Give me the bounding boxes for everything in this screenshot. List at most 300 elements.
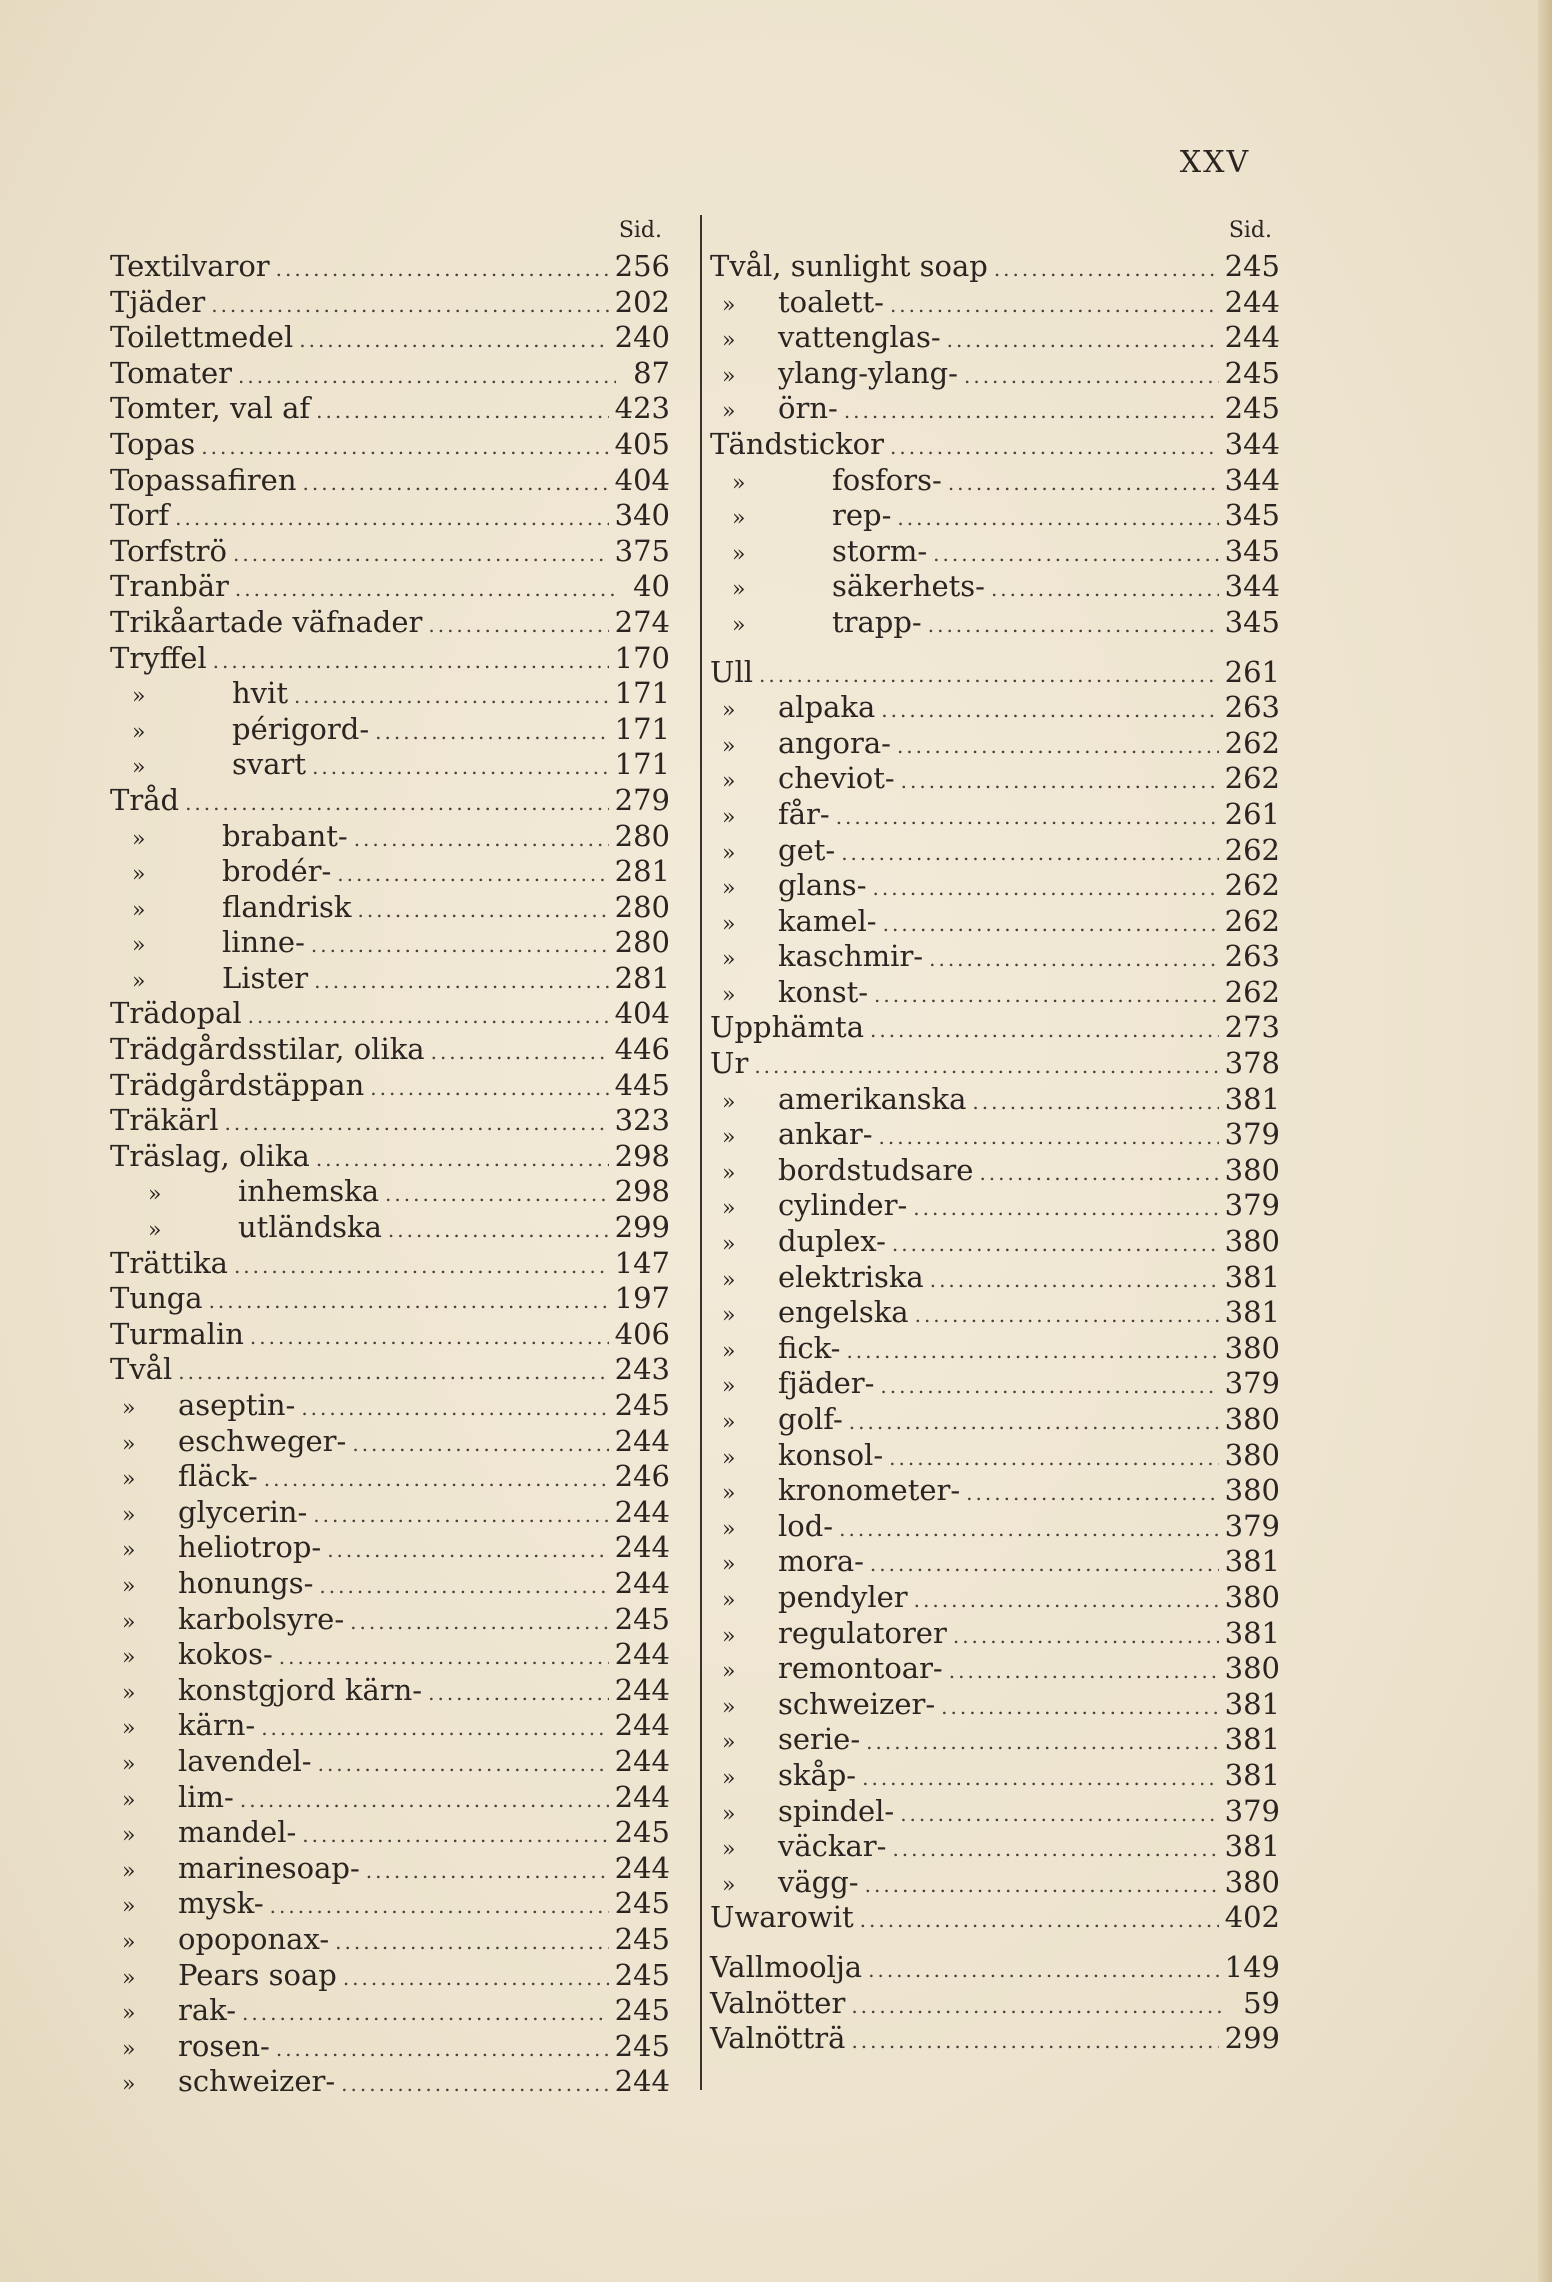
page-reference: 299 (614, 1210, 670, 1245)
ditto-mark: » (132, 755, 146, 781)
index-entry (110, 605, 670, 641)
page-reference: 263 (1224, 939, 1280, 974)
dot-leader (966, 1476, 1218, 1512)
page-reference: 245 (1224, 355, 1280, 390)
page-reference: 245 (614, 1815, 670, 1850)
dot-leader (870, 1547, 1219, 1583)
ditto-mark: » (722, 911, 736, 937)
index-term: schweizer- (778, 1686, 936, 1721)
index-entry (110, 1210, 670, 1246)
index-column-left (110, 213, 670, 2100)
ditto-mark: » (722, 1765, 736, 1791)
dot-leader (929, 942, 1219, 978)
page-reference: 244 (614, 1743, 670, 1778)
index-term: brodér- (222, 854, 332, 889)
index-entry (110, 1886, 670, 1922)
page-reference: 244 (1224, 320, 1280, 355)
index-entry (110, 1673, 670, 1709)
ditto-mark: » (132, 862, 146, 888)
dot-leader (892, 1832, 1218, 1868)
page-reference: 379 (1224, 1366, 1280, 1401)
dot-leader (914, 1583, 1219, 1619)
dot-leader (890, 288, 1219, 324)
ditto-mark: » (148, 1182, 162, 1208)
ditto-mark: » (722, 982, 736, 1008)
index-entry (710, 797, 1280, 833)
index-entry (110, 854, 670, 890)
dot-leader (261, 1711, 608, 1747)
page-reference: 280 (614, 925, 670, 960)
index-term: Tomter, val af (110, 391, 311, 426)
index-term: Tomater (110, 355, 233, 390)
ditto-mark: » (722, 1872, 736, 1898)
index-term: glans- (778, 868, 867, 903)
index-term: Träkärl (110, 1103, 219, 1138)
index-term: remontoar- (778, 1651, 943, 1686)
ditto-mark: » (722, 1410, 736, 1435)
column-divider (700, 215, 702, 2090)
index-entry (110, 427, 670, 463)
dot-leader (428, 1676, 609, 1712)
index-entry (710, 427, 1280, 463)
dot-leader (964, 359, 1219, 395)
dot-leader (185, 786, 609, 822)
dot-leader (385, 1177, 609, 1213)
ditto-mark: » (122, 1538, 136, 1564)
index-entries-left (110, 249, 670, 2100)
ditto-mark: » (122, 1751, 136, 1777)
ditto-mark: » (122, 2036, 136, 2062)
page-reference: 261 (1224, 654, 1280, 689)
dot-leader (873, 871, 1219, 907)
page-reference: 380 (1224, 1330, 1280, 1365)
ditto-mark: » (722, 1338, 736, 1364)
dot-leader (299, 323, 608, 359)
dot-leader (948, 466, 1219, 502)
index-term: Turmalin (110, 1316, 244, 1351)
index-term: Trikåartade väfnader (110, 604, 423, 639)
ditto-mark: » (722, 1801, 736, 1827)
index-entry (710, 868, 1280, 904)
page-reference: 323 (614, 1103, 670, 1138)
index-entry (710, 498, 1280, 534)
page-reference: 380 (1224, 1473, 1280, 1508)
page-reference: 59 (1243, 1985, 1280, 2020)
index-term: storm- (832, 533, 928, 568)
index-term: Ull (710, 654, 753, 689)
dot-leader (836, 800, 1219, 836)
dot-leader (930, 1263, 1219, 1299)
ditto-mark: » (122, 2001, 136, 2027)
ditto-mark: » (122, 1573, 136, 1599)
ditto-mark: » (122, 1823, 136, 1849)
page-column-header: Sid. (1228, 218, 1272, 243)
index-entry (710, 391, 1280, 427)
index-entry (110, 996, 670, 1032)
dot-leader (868, 1953, 1219, 1989)
index-term: hvit (232, 676, 288, 711)
page-reference: 281 (614, 960, 670, 995)
page-reference: 380 (1224, 1864, 1280, 1899)
page-reference: 170 (614, 640, 670, 675)
index-term: Torfströ (110, 533, 228, 568)
dot-leader (238, 359, 616, 395)
index-term: périgord- (232, 711, 370, 746)
dot-leader (851, 1989, 1226, 2025)
page-reference: 245 (614, 1921, 670, 1956)
index-term: Träslag, olika (110, 1138, 310, 1173)
index-term: cheviot- (778, 761, 895, 796)
index-entry (110, 1530, 670, 1566)
dot-leader (370, 1071, 608, 1107)
page-reference: 281 (614, 854, 670, 889)
ditto-mark: » (722, 1552, 736, 1578)
index-term: Trättika (110, 1245, 228, 1280)
dot-leader (913, 1191, 1218, 1227)
index-term: ankar- (778, 1117, 873, 1152)
ditto-mark: » (122, 1467, 136, 1493)
index-entry (710, 1082, 1280, 1118)
index-entry (710, 1010, 1280, 1046)
dot-leader (279, 1640, 609, 1676)
dot-leader (928, 608, 1219, 644)
dot-leader (233, 537, 609, 573)
dot-leader (428, 608, 608, 644)
ditto-mark: » (122, 1929, 136, 1955)
page-reference: 299 (1224, 2021, 1280, 2056)
ditto-mark: » (722, 1374, 736, 1400)
dot-leader (947, 323, 1219, 359)
ditto-mark: » (722, 1694, 736, 1720)
page-reference: 378 (1224, 1046, 1280, 1081)
index-entry (710, 904, 1280, 940)
page-reference: 245 (614, 1993, 670, 2028)
ditto-mark: » (722, 292, 736, 318)
index-term: Tryffel (110, 640, 207, 675)
index-entry (710, 1331, 1280, 1367)
dot-leader (901, 764, 1219, 800)
page-reference: 240 (614, 320, 670, 355)
page-reference: 245 (614, 1601, 670, 1636)
ditto-mark: » (722, 1196, 736, 1222)
index-term: schweizer- (178, 2064, 336, 2099)
dot-leader (316, 394, 608, 430)
page-reference: 261 (1224, 796, 1280, 831)
ditto-mark: » (122, 1894, 136, 1920)
page-reference: 445 (614, 1067, 670, 1102)
dot-leader (303, 466, 609, 502)
index-entry (710, 1153, 1280, 1189)
dot-leader (354, 822, 609, 858)
ditto-mark: » (722, 698, 736, 724)
page-reference: 245 (614, 2028, 670, 2063)
ditto-mark: » (122, 1716, 136, 1742)
page-reference: 262 (1224, 903, 1280, 938)
index-term: fosfors- (832, 462, 942, 497)
index-entry (110, 1139, 670, 1175)
page-reference: 262 (1224, 832, 1280, 867)
index-entry (110, 819, 670, 855)
index-term: lod- (778, 1508, 834, 1543)
dot-leader (302, 1818, 608, 1854)
page-reference: 298 (614, 1138, 670, 1173)
page-reference: 381 (1224, 1722, 1280, 1757)
index-entry (710, 690, 1280, 726)
ditto-mark: » (722, 1125, 736, 1151)
index-term: konst- (778, 974, 869, 1009)
index-term: Trädgårdsstilar, olika (110, 1032, 425, 1067)
page-reference: 244 (1224, 284, 1280, 319)
index-term: kronometer- (778, 1473, 961, 1508)
index-term: angora- (778, 725, 891, 760)
index-entry (110, 1708, 670, 1744)
ditto-mark: » (722, 1445, 736, 1471)
index-term: brabant- (222, 818, 348, 853)
ditto-mark: » (132, 968, 146, 994)
ditto-mark: » (132, 933, 146, 959)
page-reference: 256 (614, 249, 670, 283)
index-entry (710, 534, 1280, 570)
index-term: utländska (238, 1210, 382, 1245)
page-reference: 244 (614, 1672, 670, 1707)
dot-leader (883, 907, 1219, 943)
dot-leader (264, 1462, 609, 1498)
index-entry (110, 1637, 670, 1673)
page-reference: 380 (1224, 1402, 1280, 1436)
ditto-mark: » (732, 577, 746, 603)
page-reference: 171 (614, 747, 670, 782)
dot-leader (343, 1961, 609, 1997)
page-reference: 40 (633, 569, 670, 604)
dot-leader (335, 1925, 609, 1961)
index-entry (710, 1651, 1280, 1687)
index-entry (110, 961, 670, 997)
dot-leader (892, 1227, 1219, 1263)
index-term: marinesoap- (178, 1850, 360, 1885)
dot-leader (880, 1369, 1218, 1405)
index-term: fjäder- (778, 1366, 875, 1401)
page-reference: 245 (614, 1886, 670, 1921)
dot-leader (270, 1889, 609, 1925)
page-reference: 244 (614, 1530, 670, 1565)
index-term: Tranbär (110, 569, 229, 604)
ditto-mark: » (722, 1730, 736, 1756)
dot-leader (319, 1569, 608, 1605)
page-reference: 344 (1224, 426, 1280, 461)
index-entry (710, 1046, 1280, 1082)
index-term: karbolsyre- (178, 1601, 345, 1636)
dot-leader (327, 1533, 608, 1569)
index-term: fick- (778, 1330, 841, 1365)
dot-leader (866, 1725, 1218, 1761)
page-reference: 245 (614, 1957, 670, 1992)
index-term: svart (232, 747, 307, 782)
ditto-mark: » (732, 506, 746, 532)
index-term: ylang-ylang- (778, 355, 958, 390)
index-term: Tändstickor (710, 426, 884, 461)
dot-leader (313, 1498, 608, 1534)
dot-leader (849, 1405, 1219, 1441)
page-reference: 381 (1224, 1615, 1280, 1650)
index-entry (110, 1993, 670, 2029)
page-reference: 280 (614, 889, 670, 924)
page-reference: 149 (1224, 1949, 1280, 1984)
ditto-mark: » (722, 804, 736, 830)
dot-leader (994, 252, 1219, 288)
index-entry (110, 2029, 670, 2065)
index-term: kokos- (178, 1637, 273, 1672)
ditto-mark: » (132, 684, 146, 710)
index-entry (110, 747, 670, 783)
index-term: Trädgårdstäppan (110, 1067, 365, 1102)
index-term: Tvål (110, 1352, 173, 1387)
index-entry (710, 726, 1280, 762)
index-term: Tråd (110, 782, 180, 817)
page-reference: 405 (614, 426, 670, 461)
index-term: fläck- (178, 1459, 258, 1494)
index-term: Tvål, sunlight soap (710, 249, 988, 283)
index-entry (710, 569, 1280, 605)
index-term: kamel- (778, 903, 877, 938)
page-reference: 404 (614, 996, 670, 1031)
index-entry (110, 1388, 670, 1424)
page-reference: 244 (614, 1708, 670, 1743)
dot-leader (341, 2067, 608, 2103)
dot-leader (314, 964, 609, 1000)
ditto-mark: » (722, 1516, 736, 1542)
ditto-mark: » (122, 1680, 136, 1706)
ditto-mark: » (722, 947, 736, 973)
index-term: engelska (778, 1295, 909, 1330)
ditto-mark: » (722, 1160, 736, 1186)
page-reference: 244 (614, 1565, 670, 1600)
index-term: Uwarowit (710, 1900, 854, 1935)
dot-leader (235, 572, 616, 608)
ditto-mark: » (732, 612, 746, 638)
index-term: får- (778, 796, 830, 831)
page-reference: 197 (614, 1281, 670, 1316)
dot-leader (897, 501, 1218, 537)
ditto-mark: » (122, 1431, 136, 1457)
dot-leader (915, 1298, 1219, 1334)
index-entry (110, 1602, 670, 1638)
page-reference: 345 (1224, 533, 1280, 568)
ditto-mark: » (122, 1609, 136, 1635)
page-reference: 380 (1224, 1579, 1280, 1614)
index-entry (710, 1687, 1280, 1723)
dot-leader (201, 430, 608, 466)
dot-leader (865, 1868, 1219, 1904)
page-reference: 245 (614, 1388, 670, 1422)
ditto-mark: » (722, 1587, 736, 1613)
dot-leader (879, 1120, 1219, 1156)
dot-leader (248, 999, 609, 1035)
index-term: bordstudsare (778, 1152, 974, 1187)
page-reference: 379 (1224, 1188, 1280, 1223)
index-entries-right (710, 249, 1280, 2057)
ditto-mark: » (122, 1965, 136, 1991)
dot-leader (860, 1903, 1219, 1939)
dot-leader (213, 644, 609, 680)
index-entry (710, 1544, 1280, 1580)
index-entry (710, 320, 1280, 356)
page-reference: 280 (614, 818, 670, 853)
page-reference: 262 (1224, 974, 1280, 1009)
index-column-right (710, 213, 1280, 2057)
index-entry (110, 676, 670, 712)
index-entry (110, 320, 670, 356)
page-reference: 87 (633, 355, 670, 390)
dot-leader (846, 1334, 1218, 1370)
index-term: eschweger- (178, 1423, 347, 1458)
index-term: inhemska (238, 1174, 380, 1209)
dot-leader (870, 1013, 1219, 1049)
index-term: Ur (710, 1046, 749, 1081)
page-reference: 246 (614, 1459, 670, 1494)
page-reference: 381 (1224, 1259, 1280, 1294)
index-term: amerikanska (778, 1081, 967, 1116)
page-reference: 244 (614, 1850, 670, 1885)
index-entry (710, 1758, 1280, 1794)
index-term: rak- (178, 1993, 237, 2028)
ditto-mark: » (722, 1089, 736, 1115)
index-term: väckar- (778, 1829, 887, 1864)
ditto-mark: » (722, 840, 736, 866)
index-entry (110, 1744, 670, 1780)
index-entry (710, 833, 1280, 869)
dot-leader (881, 693, 1218, 729)
dot-leader (240, 1783, 609, 1819)
index-entry (710, 1366, 1280, 1402)
ditto-mark: » (122, 1502, 136, 1528)
dot-leader (862, 1761, 1219, 1797)
page-reference: 381 (1224, 1757, 1280, 1792)
index-term: golf- (778, 1402, 843, 1436)
index-term: honungs- (178, 1565, 314, 1600)
dot-leader (294, 679, 609, 715)
ditto-mark: » (722, 1267, 736, 1293)
index-term: alpaka (778, 690, 876, 725)
index-entry (110, 1068, 670, 1104)
dot-leader (890, 430, 1219, 466)
index-term: Textilvaror (110, 249, 270, 283)
index-entry (710, 1188, 1280, 1224)
index-term: heliotrop- (178, 1530, 322, 1565)
page-reference: 381 (1224, 1295, 1280, 1330)
page-reference: 404 (614, 462, 670, 497)
page-reference: 381 (1224, 1544, 1280, 1579)
dot-leader (851, 2024, 1218, 2060)
dot-leader (318, 1747, 609, 1783)
index-entry (710, 1224, 1280, 1260)
index-term: kärn- (178, 1708, 256, 1743)
index-entry (710, 1473, 1280, 1509)
dot-leader (933, 537, 1218, 573)
dot-leader (178, 1355, 608, 1391)
ditto-mark: » (722, 1659, 736, 1685)
index-term: aseptin- (178, 1388, 296, 1422)
page-reference: 244 (614, 1637, 670, 1672)
ditto-mark: » (732, 470, 746, 496)
dot-leader (388, 1213, 609, 1249)
dot-leader (357, 893, 608, 929)
ditto-mark: » (732, 541, 746, 567)
page-edge (1538, 0, 1552, 2282)
index-term: mandel- (178, 1815, 297, 1850)
page-reference: 171 (614, 676, 670, 711)
index-entry (110, 356, 670, 392)
index-term: toalett- (778, 284, 884, 319)
